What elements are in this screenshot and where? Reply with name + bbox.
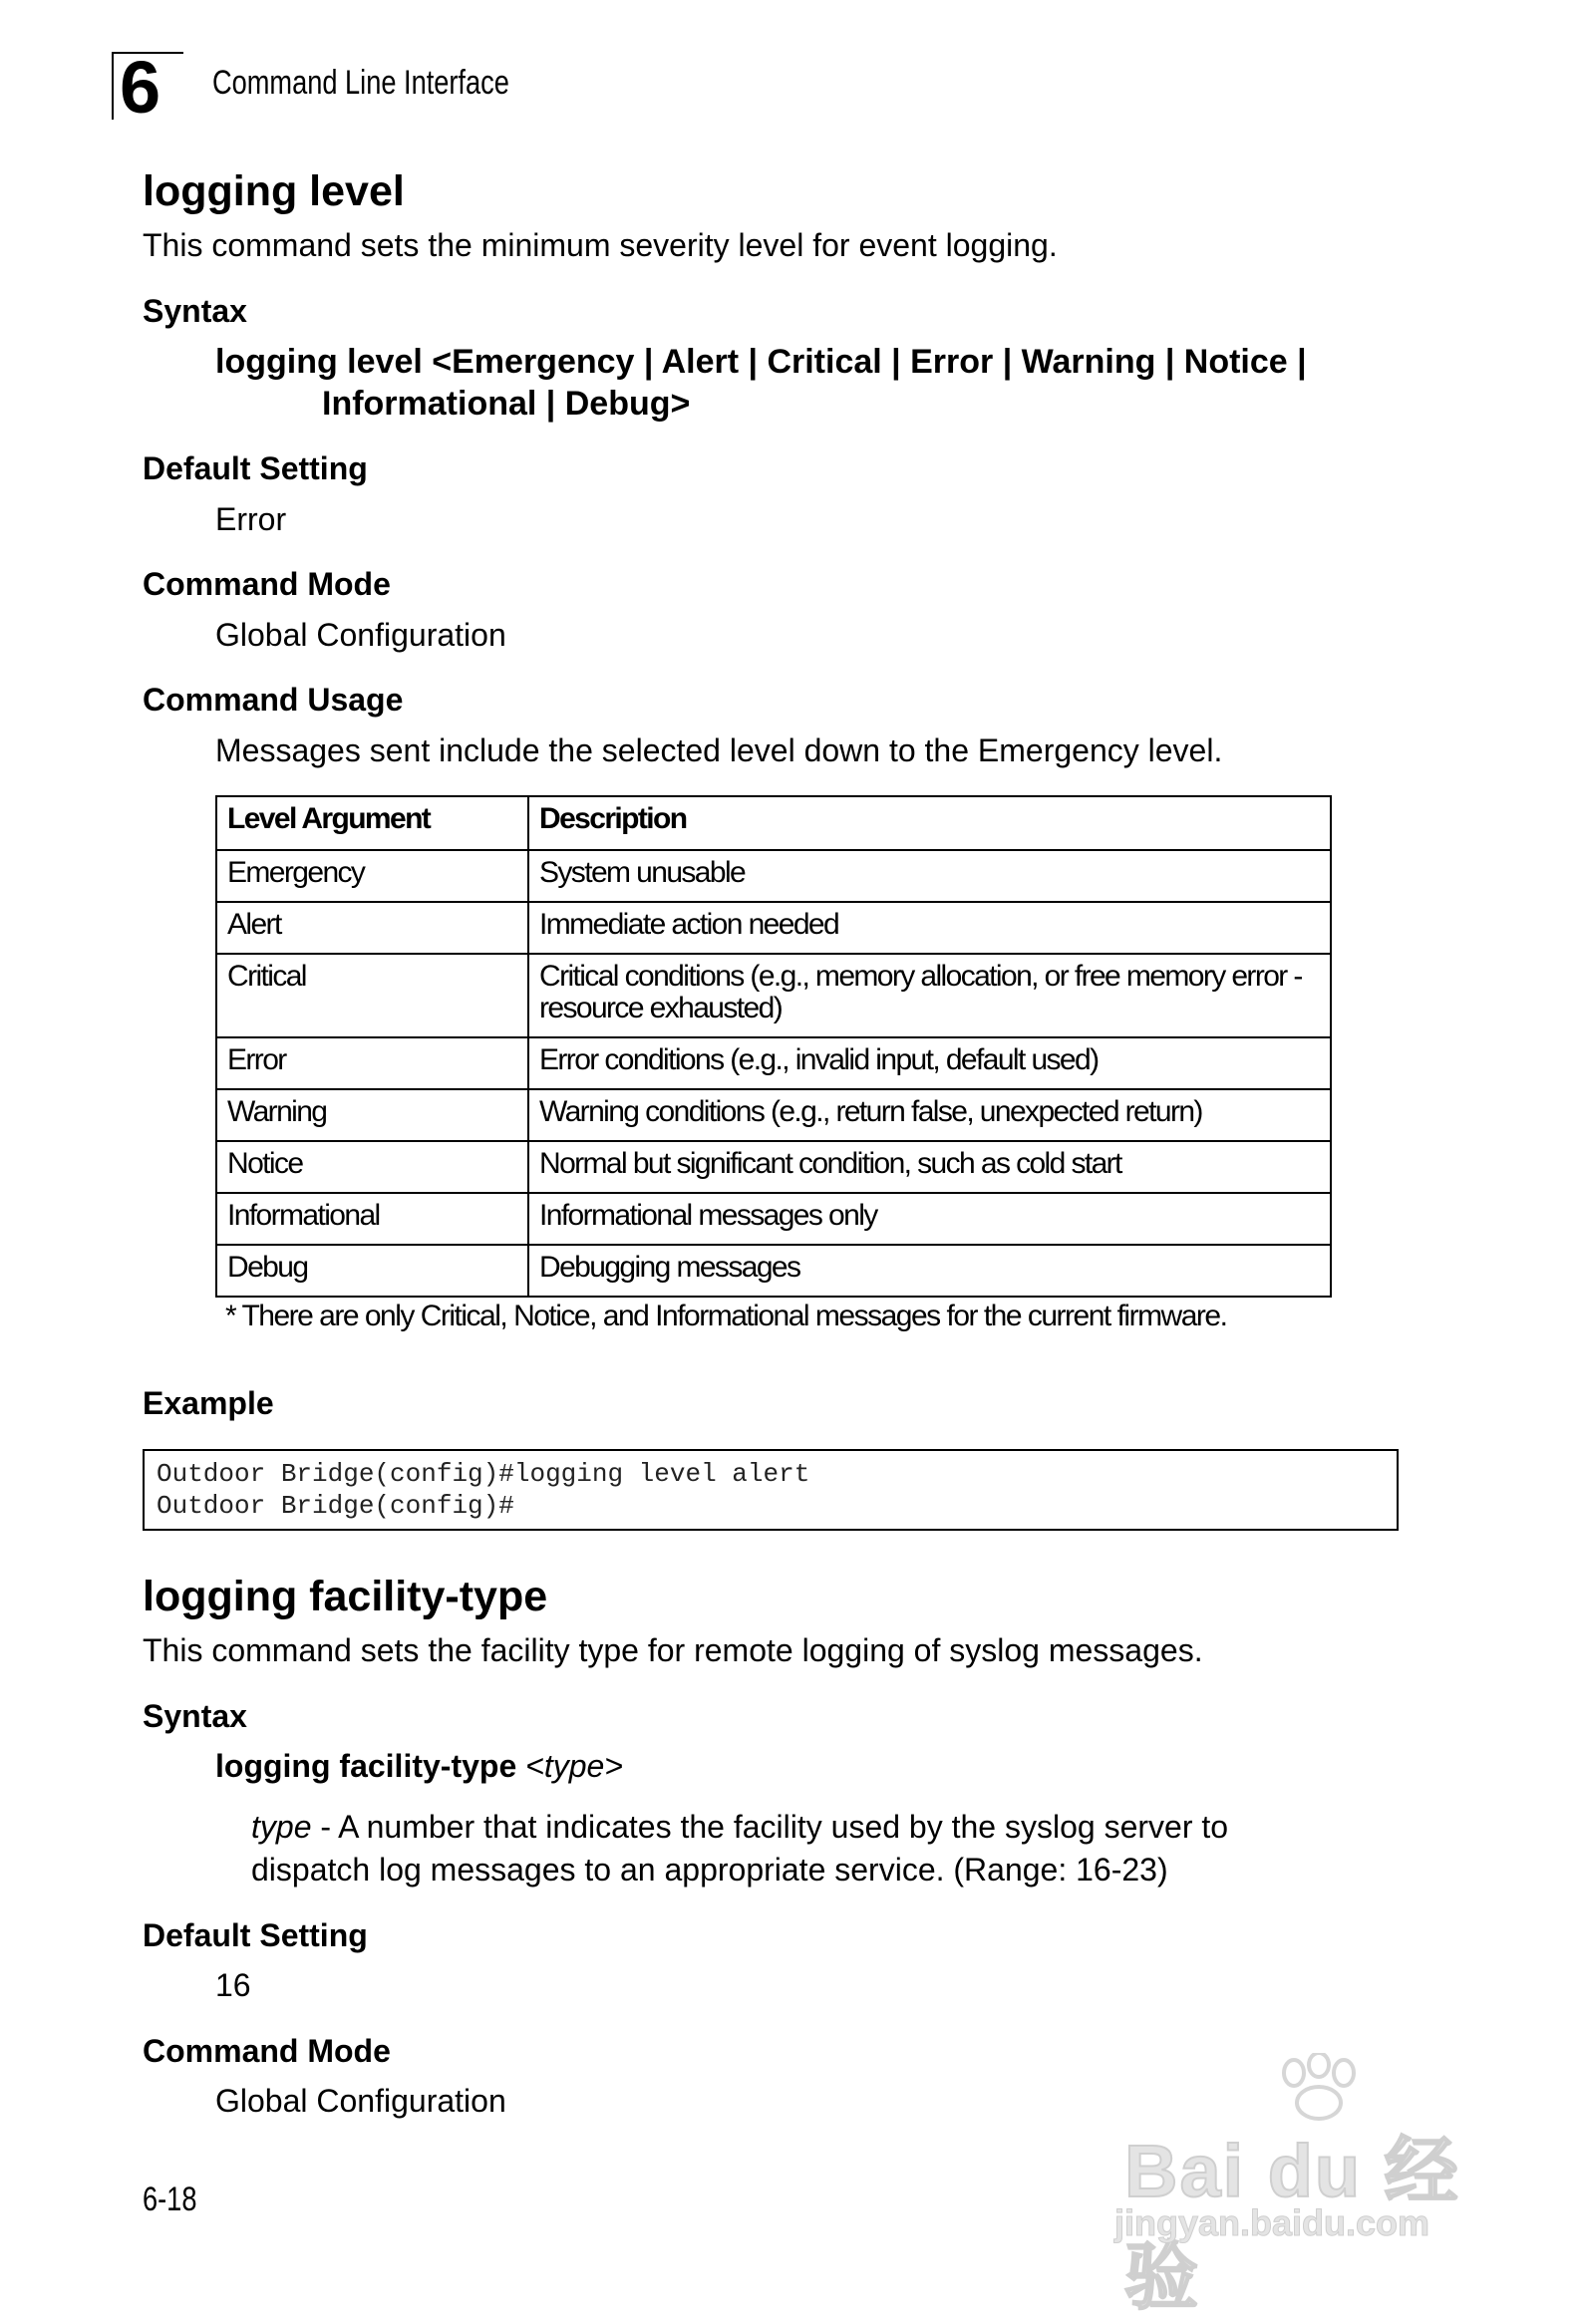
default-setting-value: Error [215,501,287,537]
watermark-url: jingyan.baidu.com [1114,2202,1430,2243]
default-setting-value: 16 [215,1967,251,2003]
example-code-line: Outdoor Bridge(config)# [157,1491,514,1521]
parameter-description-line-2: dispatch log messages to an appropriate service. (Range: 16-23) [251,1852,1168,1888]
chapter-number: 6 [120,46,161,129]
syntax-command: logging facility-type [215,1748,517,1784]
table-row [216,1141,1331,1193]
table-cell: System unusable [528,850,1331,902]
syntax-line-1 [215,343,1307,382]
section-description: This command sets the minimum severity level for event logging. [143,227,1058,263]
table-cell: Critical conditions (e.g., memory allocation, or free memory error - resource exhausted) [528,954,1331,1037]
table-cell: Notice [216,1141,528,1193]
table-row [216,954,1331,1037]
page-number: 6-18 [143,2180,197,2218]
table-cell: Informational [216,1193,528,1245]
parameter-description-line-1 [251,1809,1228,1846]
table-header-row [216,796,1331,850]
command-mode-value: Global Configuration [215,617,506,653]
table-cell: Warning [216,1089,528,1141]
table-cell: Error conditions (e.g., invalid input, default used) [528,1037,1331,1089]
table-row [216,1037,1331,1089]
table-row [216,1245,1331,1297]
chapter-title: Command Line Interface [212,64,509,102]
section-description: This command sets the facility type for remote logging of syslog messages. [143,1632,1203,1668]
table-cell: Immediate action needed [528,902,1331,954]
command-usage-heading: Command Usage [143,682,404,718]
baidu-jingyan-watermark [1114,2053,1493,2318]
table-footnote: * There are only Critical, Notice, and Informational messages for the current firmware. [225,1300,1227,1332]
syntax-argument: <type> [525,1748,623,1784]
table-cell: Informational messages only [528,1193,1331,1245]
default-setting-heading: Default Setting [143,450,368,486]
table-cell: Alert [216,902,528,954]
chapter-number-badge [112,46,183,129]
table-row [216,902,1331,954]
syntax-heading: Syntax [143,293,247,329]
section-title-logging-facility-type: logging facility-type [143,1573,548,1620]
table-cell: Warning conditions (e.g., return false, unexpected return) [528,1089,1331,1141]
syntax-command: logging level [215,343,423,381]
table-cell: Normal but significant condition, such as cold start [528,1141,1331,1193]
table-cell: Critical [216,954,528,1037]
syntax-line-2: Informational | Debug> [322,385,691,423]
table-header-cell: Description [528,796,1331,850]
example-code-line: Outdoor Bridge(config)#logging level alert [157,1459,810,1489]
command-mode-heading: Command Mode [143,566,391,602]
table-row [216,850,1331,902]
syntax-arguments: <Emergency | Alert | Critical | Error | Warning | Notice | [432,343,1307,381]
example-code-box [143,1449,1399,1531]
table-cell: Debugging messages [528,1245,1331,1297]
syntax-line [215,1748,623,1785]
level-table [215,795,1332,1298]
example-heading: Example [143,1385,274,1421]
table-header-cell: Level Argument [216,796,528,850]
parameter-text: - A number that indicates the facility used by the syslog server to [311,1809,1229,1845]
parameter-name: type [251,1809,312,1845]
watermark-brand: Bai du 经验 [1124,2130,1460,2318]
table-row [216,1193,1331,1245]
section-title-logging-level: logging level [143,167,405,215]
table-cell: Error [216,1037,528,1089]
syntax-heading: Syntax [143,1698,247,1734]
table-row [216,1089,1331,1141]
command-mode-value: Global Configuration [215,2083,506,2119]
table-cell: Debug [216,1245,528,1297]
default-setting-heading: Default Setting [143,1917,368,1953]
command-mode-heading: Command Mode [143,2033,391,2069]
command-usage-text: Messages sent include the selected level down to the Emergency level. [215,732,1223,768]
table-cell: Emergency [216,850,528,902]
